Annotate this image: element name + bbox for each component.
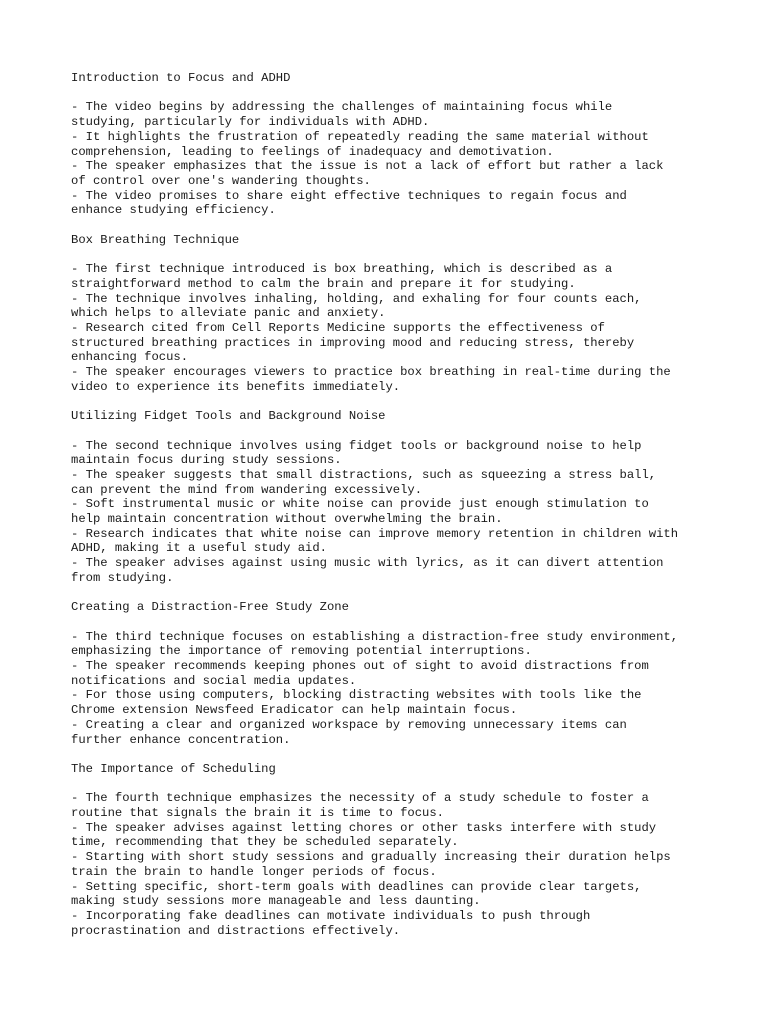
section-heading: Creating a Distraction-Free Study Zone	[71, 600, 349, 615]
bullet-list	[71, 630, 711, 748]
bullet-list	[71, 439, 711, 586]
bullet-item: - The video begins by addressing the challenges of maintaining focus while studying, particularly for individuals with ADHD.	[71, 100, 613, 130]
bullet-item: - It highlights the frustration of repeatedly reading the same material without comprehension, leading to feelings of inadequacy and demotivation.	[71, 129, 649, 159]
bullet-item: - The speaker recommends keeping phones out of sight to avoid distractions from notifications and social media updates.	[71, 659, 649, 688]
section-fidget-tools	[71, 409, 711, 585]
bullet-item: - The technique involves inhaling, holding, and exhaling for four counts each, which helps to alleviate panic and anxiety.	[71, 291, 642, 321]
bullet-item: - Setting specific, short-term goals with deadlines can provide clear targets, making study sessions more manageable and less daunting.	[71, 879, 642, 909]
bullet-list	[71, 100, 711, 218]
bullet-item: - The fourth technique emphasizes the necessity of a study schedule to foster a routine that signals the brain it is time to focus.	[71, 791, 649, 821]
bullet-item: - Soft instrumental music or white noise can provide just enough stimulation to help maintain concentration without overwhelming the brain.	[71, 497, 649, 527]
section-heading: Utilizing Fidget Tools and Background Noise	[71, 409, 386, 424]
section-heading: Introduction to Focus and ADHD	[71, 71, 291, 85]
section-study-zone	[71, 600, 711, 747]
section-introduction	[71, 71, 711, 218]
bullet-list	[71, 791, 711, 938]
bullet-item: - The speaker encourages viewers to practice box breathing in real-time during the video to experience its benefits immediately.	[71, 365, 671, 394]
bullet-list	[71, 262, 711, 394]
bullet-item: - Starting with short study sessions and gradually increasing their duration helps train the brain to handle longer periods of focus.	[71, 850, 671, 879]
bullet-item: - The second technique involves using fidget tools or background noise to help maintain focus during study sessions.	[71, 438, 642, 468]
bullet-item: - Creating a clear and organized workspace by removing unnecessary items can further enhance concentration.	[71, 717, 627, 747]
bullet-item: - The speaker suggests that small distractions, such as squeezing a stress ball, can prevent the mind from wandering excessively.	[71, 467, 657, 497]
bullet-item: - The speaker advises against letting chores or other tasks interfere with study time, recommending that they be scheduled separately.	[71, 820, 657, 850]
bullet-item: - The speaker advises against using music with lyrics, as it can divert attention from studying.	[71, 556, 664, 585]
bullet-item: - Incorporating fake deadlines can motivate individuals to push through procrastination and distractions effectively.	[71, 908, 591, 938]
bullet-item: - For those using computers, blocking distracting websites with tools like the Chrome extension Newsfeed Eradicator can help maintain focus.	[71, 688, 642, 718]
section-heading: Box Breathing Technique	[71, 232, 240, 247]
section-scheduling	[71, 762, 711, 938]
bullet-item: - Research cited from Cell Reports Medicine supports the effectiveness of structured breathing practices in improving mood and reducing stress, thereby enhancing focus.	[71, 320, 635, 365]
bullet-item: - The video promises to share eight effective techniques to regain focus and enhance studying efficiency.	[71, 188, 627, 218]
document-page	[71, 71, 711, 953]
bullet-item: - The third technique focuses on establishing a distraction-free study environment, emphasizing the importance of removing potential interruptions.	[71, 629, 679, 659]
bullet-item: - The speaker emphasizes that the issue is not a lack of effort but rather a lack of control over one's wandering thoughts.	[71, 159, 664, 188]
section-heading: The Importance of Scheduling	[71, 761, 276, 776]
bullet-item: - Research indicates that white noise can improve memory retention in children with ADHD, making it a useful study aid.	[71, 526, 679, 556]
bullet-item: - The first technique introduced is box breathing, which is described as a straightforward method to calm the brain and prepare it for studying.	[71, 262, 613, 291]
section-box-breathing	[71, 233, 711, 395]
